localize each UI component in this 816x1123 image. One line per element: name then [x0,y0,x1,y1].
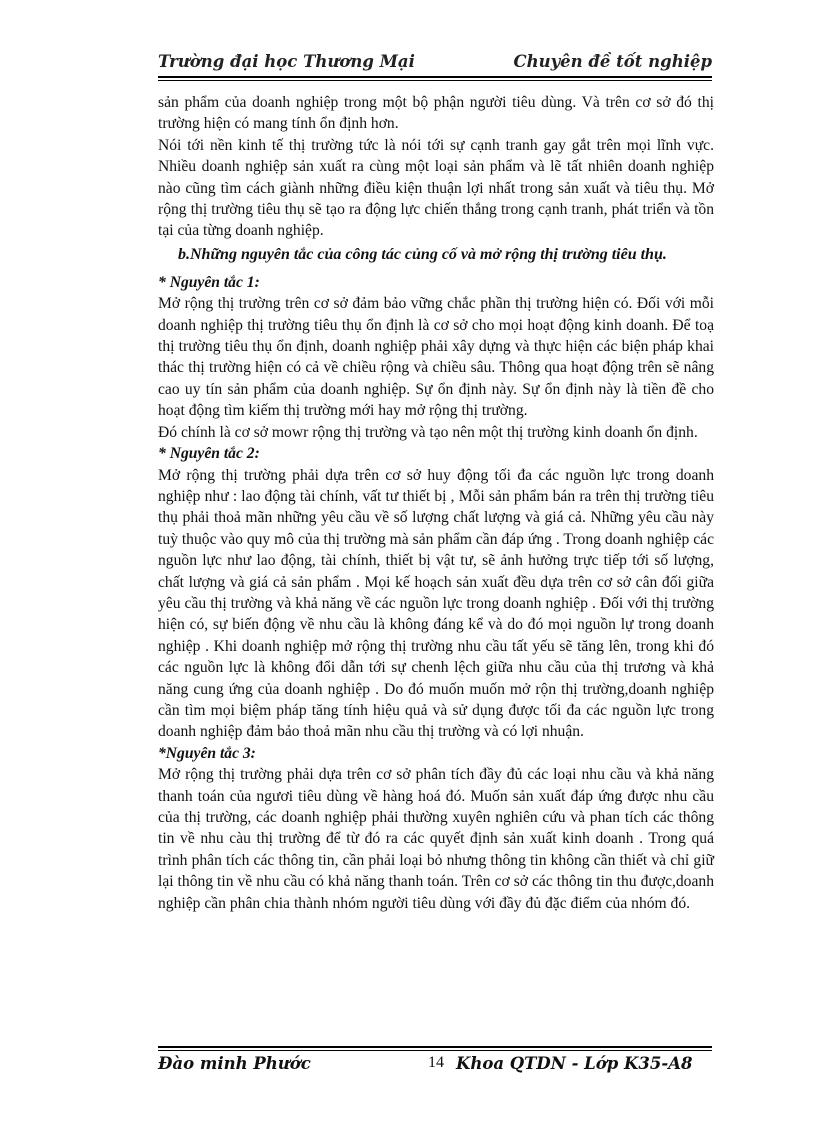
footer-rule [158,1046,712,1048]
paragraph: sản phẩm của doanh nghiệp trong một bộ phận người tiêu dùng. Và trên cơ sở đó thị trường hiện có mang tính ổn định hơn. [158,94,714,133]
header-school: Trường đại học Thương Mại [158,52,415,71]
paragraph: Mở rộng thị trường phải dựa trên cơ sở phân tích đầy đủ các loại nhu cầu và khả năng thanh toán của ngươi tiêu dùng về hàng hoá đó. Muốn sản xuất đáp ứng được nhu cầu của thị trường, các doanh nghiệp phải thường xuyên nghiên cứu và phan tích các thông tin về nhu càu thị trường để từ đó ra các quyết định sản xuất kinh doanh . Trong quá trình phân tích các thông tin, cần phải loại bỏ nhưng thông tin không cần thiết và chỉ giữ lại thông tin về nhu cầu có khả năng thanh toán. Trên cơ sở các thông tin thu được,doanh nghiệp cần phân chia thành nhóm người tiêu dùng với đầy đủ đặc điểm của nhóm đó. [158,766,714,912]
principle-heading-1: * Nguyên tắc 1: [158,273,260,291]
paragraph: Mở rộng thị trường phải dựa trên cơ sở huy động tối đa các nguồn lực trong doanh nghiệp như : lao động tài chính, vất tư thiết bị , Mỗi sản phẩm bán ra trên thị trường tiêu thụ phải thoả mãn những yêu cầu về số lượng chất lượng và giá cả. Những yêu cầu này tuỳ thuộc vào quy mô của thị trường mà sản phẩm cần đáp ứng . Trong doanh nghiệp các nguồn lực như lao động, tài chính, thiết bị vật tư, sẽ ảnh hưởng trực tiếp tới số lượng, chất lượng và giá cả sản phẩm . Mọi kế hoạch sản xuất đều dựa trên cơ sở cân đối giữa yêu cầu thị trường và khả năng về các nguồn lực trong doanh nghiệp . Đối với thị trường hiện có, sự biến động về nhu cầu là không đáng kể và do đó mọi nguồn lự trong doanh nghiệp . Khi doanh nghiệp mở rộng thị trường nhu cầu tất yếu sẽ tăng lên, trong khi đó các nguồn lực là không đổi dẫn tới sự chenh lệch giữa nhu cầu của thị trương và khả năng cung ứng của doanh nghiệp . Do đó muốn muốn mở rộn thị trường,doanh nghiệp cần tìm mọi biệm pháp tăng tính hiệu quả và sử dụng được tối đa các nguồn lực trong doanh nghiệp đảm bảo thoả mãn nhu cầu thị trường và có lợi nhuận. [158,466,714,741]
page-footer [158,1054,714,1078]
footer-class-info: Khoa QTDN - Lớp K35-A8 [456,1054,693,1073]
paragraph: Mở rộng thị trường trên cơ sở đảm bảo vững chắc phần thị trường hiện có. Đối với mỗi doanh nghiệp thị trường tiêu thụ ổn định là cơ sở cho mọi hoạt động kinh doanh. Để toạ thị trường tiêu thụ ổn định, doanh nghiệp phải xây dựng và thực hiện các biện pháp khai thác thị trường hiện có cả về chiều rộng và chiều sâu. Thông qua hoạt động trên sẽ nâng cao uy tín sản phẩm của doanh nghiệp. Sự ổn định này. Sự ổn định này là tiền đề cho hoạt động tìm kiếm thị trường mới hay mở rộng thị trường. [158,295,714,420]
page-body [158,92,714,914]
section-heading: b.Những nguyên tắc của công tác củng cố và mở rộng thị trường tiêu thụ. [178,245,667,263]
principle-heading-3: *Nguyên tắc 3: [158,744,256,762]
header-rule-thin [158,80,712,81]
page-header [158,52,712,74]
principle-heading-2: * Nguyên tắc 2: [158,445,260,463]
header-doc-type: Chuyên đề tốt nghiệp [513,52,712,71]
paragraph: Đó chính là cơ sở mowr rộng thị trường và tạo nên một thị trường kinh doanh ổn định. [158,423,698,441]
header-rule [158,76,712,78]
paragraph: Nói tới nền kinh tế thị trường tức là nói tới sự cạnh tranh gay gắt trên mọi lĩnh vực. Nhiều doanh nghiệp sản xuất ra cùng một loại sản phẩm và lẽ tất nhiên doanh nghiệp nào cũng tìm cách giành những điều kiện thuận lợi nhất trong sản xuất và tiêu thụ. Mở rộng thị trường tiêu thụ sẽ tạo ra động lực chiến thắng trong cạnh tranh, phát triển và tồn tại của từng doanh nghiệp. [158,136,714,240]
footer-rule-thin [158,1050,712,1051]
footer-author: Đào minh Phước [158,1054,311,1073]
page-number: 14 [428,1054,444,1071]
